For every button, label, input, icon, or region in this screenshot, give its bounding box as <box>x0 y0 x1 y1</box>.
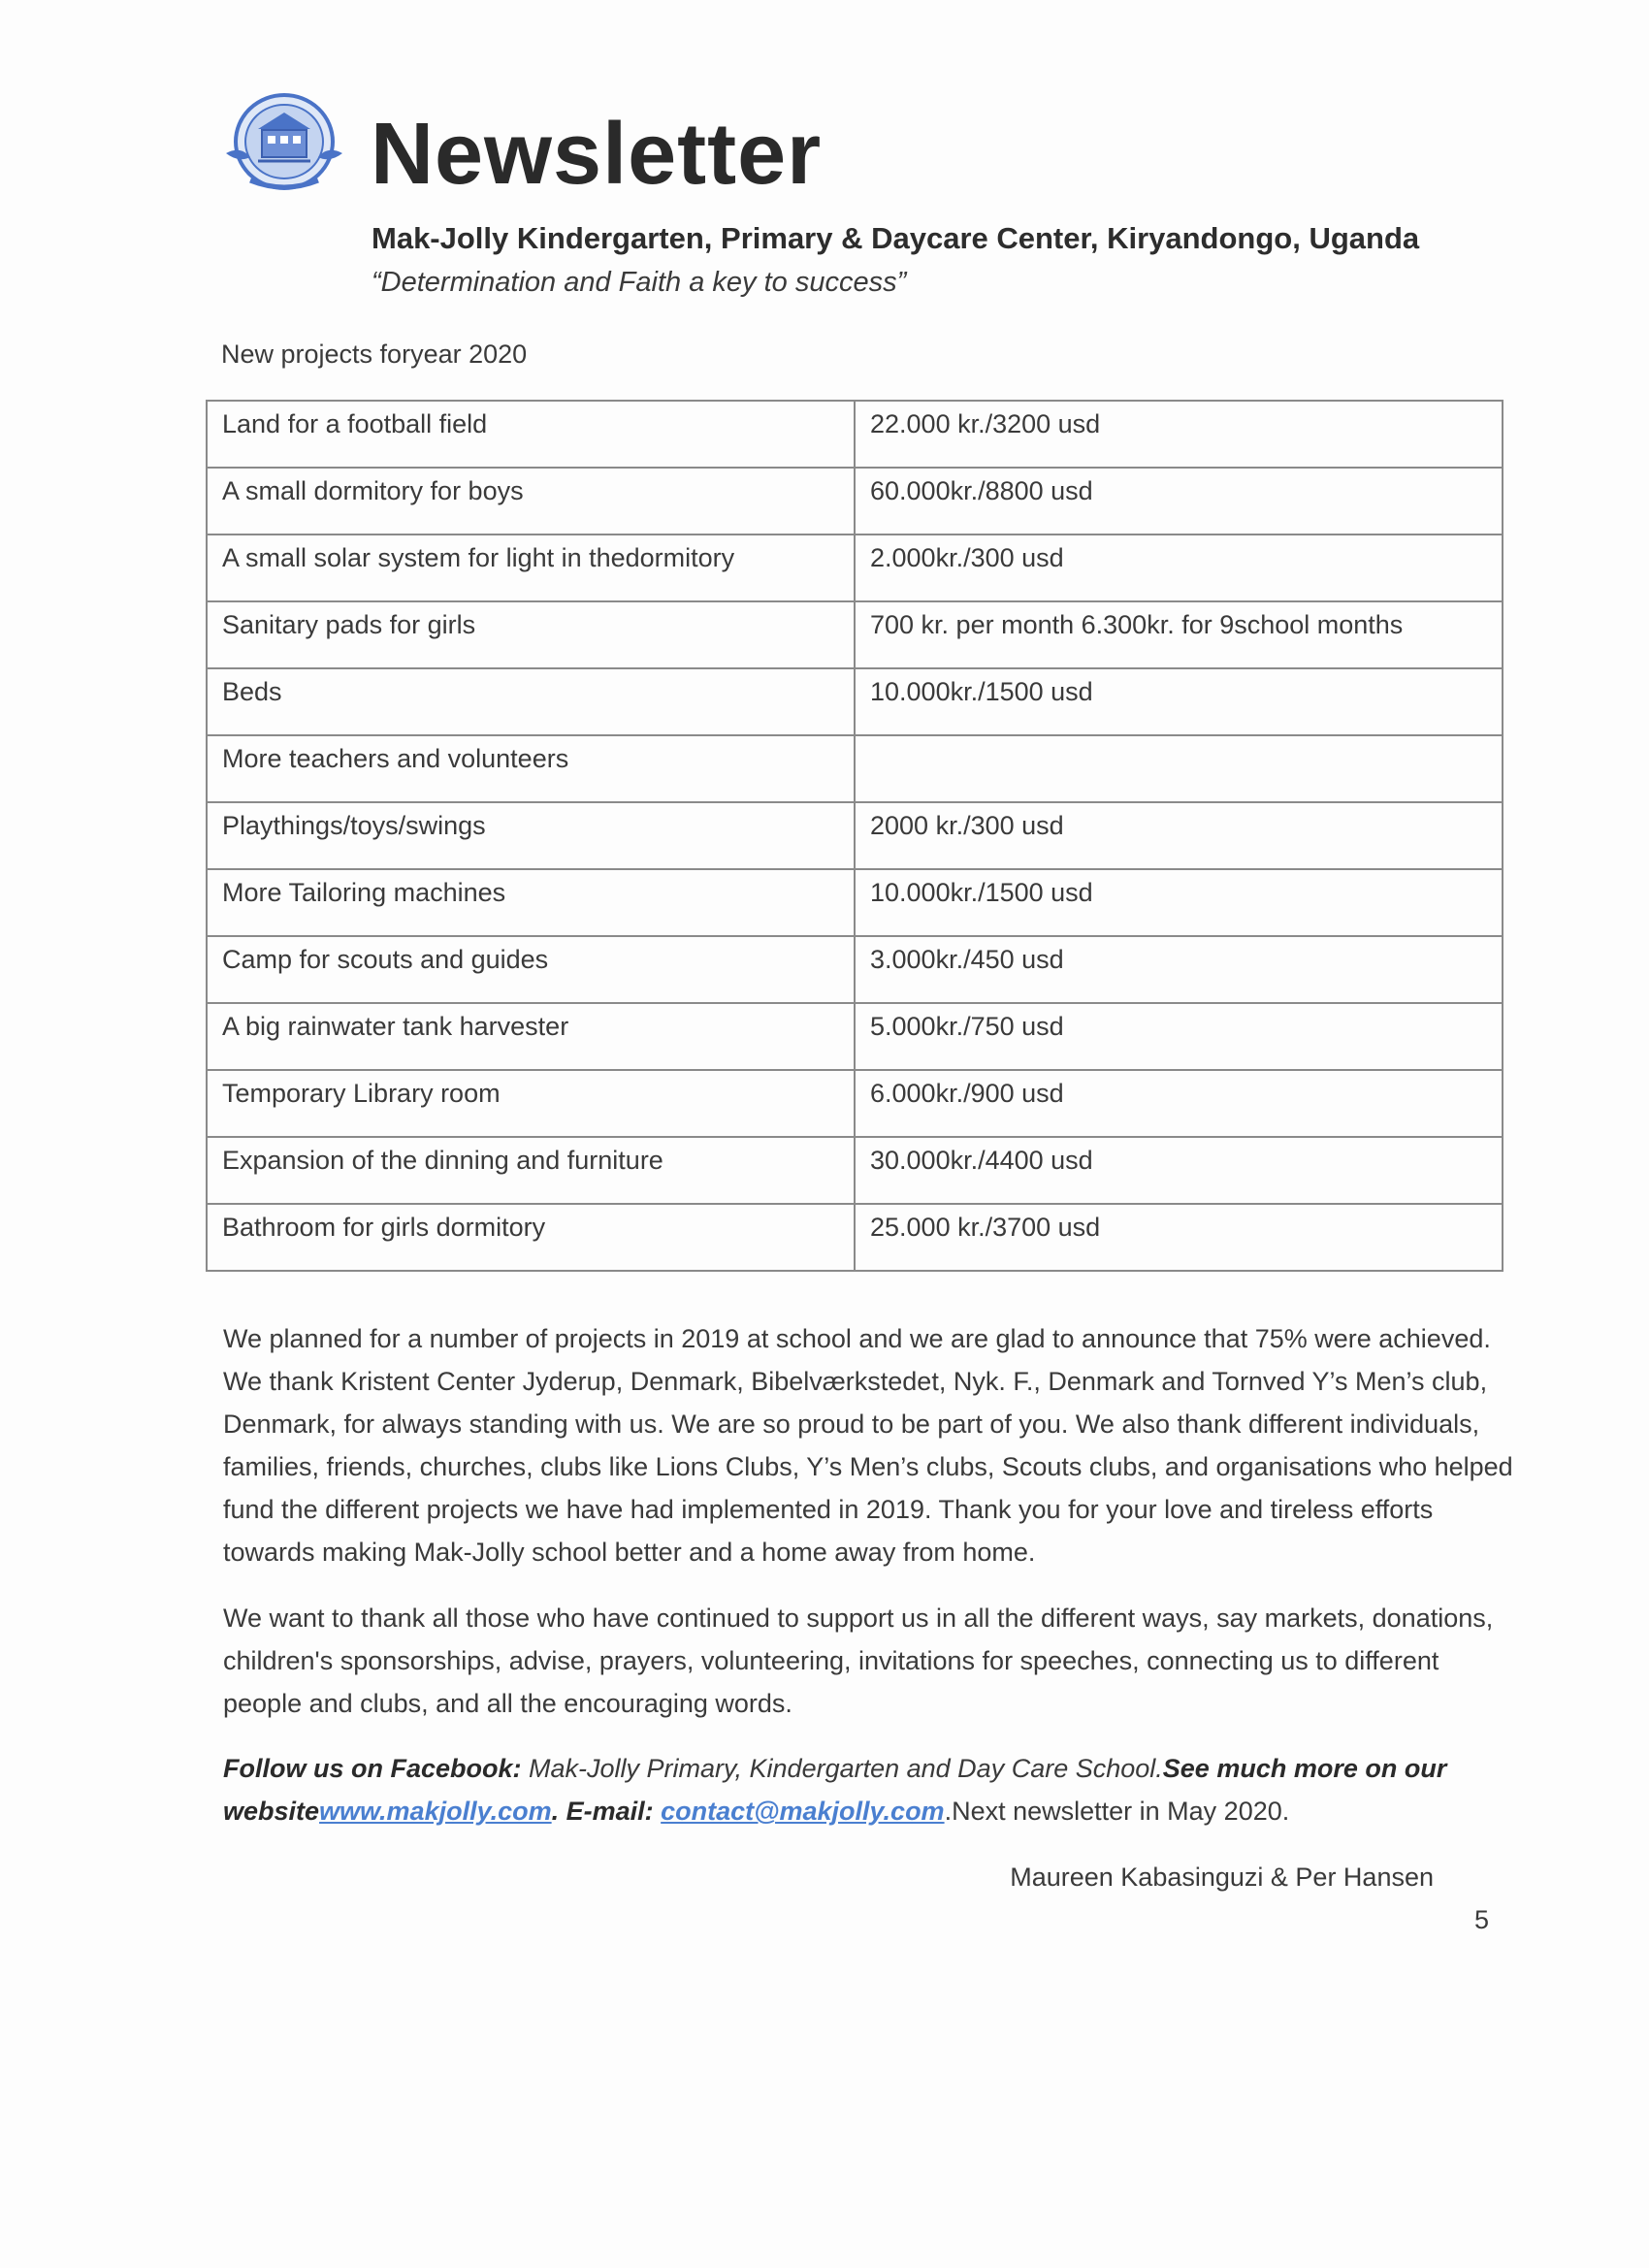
table-row <box>207 1003 1503 1070</box>
table-row <box>207 535 1503 601</box>
table-row <box>207 869 1503 936</box>
school-seal-icon <box>221 85 347 202</box>
table-row <box>207 668 1503 735</box>
projects-heading: New projects foryear 2020 <box>221 340 528 369</box>
next-newsletter-note: .Next newsletter in May 2020. <box>944 1797 1290 1826</box>
project-cost: 10.000kr./1500 usd <box>855 869 1503 936</box>
facebook-page-name: Mak-Jolly Primary, Kindergarten and Day Care School. <box>521 1754 1163 1783</box>
project-cost: 5.000kr./750 usd <box>855 1003 1503 1070</box>
project-item: Playthings/toys/swings <box>207 802 855 869</box>
email-label: . E-mail: <box>551 1797 662 1826</box>
table-row <box>207 735 1503 802</box>
project-item: Land for a football field <box>207 401 855 468</box>
table-row <box>207 936 1503 1003</box>
project-item: More Tailoring machines <box>207 869 855 936</box>
website-label: See much more on our website <box>223 1754 1447 1826</box>
thanks-paragraph: We planned for a number of projects in 2019 at school and we are glad to announce that 75% were achieved. We thank Kristent Center Jyderup, Denmark, Bibelværkstedet, Nyk. F., Denmark and Tornved Y’s Men’s club, Denmark, for always standing with us. We are so proud to be part of you. We also thank different individuals, families, friends, churches, clubs like Lions Clubs, Y’s Men’s clubs, Scouts clubs, and organisations who helped fund the different projects we have had implemented in 2019. Thank you for your love and tireless efforts towards making Mak-Jolly school better and a home away from home. <box>223 1324 1513 1567</box>
facebook-label: Follow us on Facebook: <box>223 1754 522 1783</box>
contact-paragraph <box>223 1747 1513 1832</box>
project-item: Bathroom for girls dormitory <box>207 1204 855 1271</box>
table-row <box>207 401 1503 468</box>
project-cost: 2.000kr./300 usd <box>855 535 1503 601</box>
table-row <box>207 802 1503 869</box>
project-cost: 10.000kr./1500 usd <box>855 668 1503 735</box>
signature: Maureen Kabasinguzi & Per Hansen <box>1010 1863 1434 1892</box>
project-item: Expansion of the dinning and furniture <box>207 1137 855 1204</box>
school-name: Mak-Jolly Kindergarten, Primary & Daycare Center, Kiryandongo, Uganda <box>372 221 1420 255</box>
email-link[interactable]: contact@makjolly.com <box>661 1797 945 1826</box>
project-cost: 22.000 kr./3200 usd <box>855 401 1503 468</box>
support-paragraph: We want to thank all those who have continued to support us in all the different ways, say markets, donations, children's sponsorships, advise, prayers, volunteering, invitations for speeches, connecting us to different people and clubs, and all the encouraging words. <box>223 1604 1494 1718</box>
project-cost: 3.000kr./450 usd <box>855 936 1503 1003</box>
project-cost: 2000 kr./300 usd <box>855 802 1503 869</box>
project-cost: 30.000kr./4400 usd <box>855 1137 1503 1204</box>
page-number: 5 <box>1474 1905 1490 1934</box>
table-row <box>207 1070 1503 1137</box>
project-cost: 25.000 kr./3700 usd <box>855 1204 1503 1271</box>
project-cost: 6.000kr./900 usd <box>855 1070 1503 1137</box>
project-cost: 60.000kr./8800 usd <box>855 468 1503 535</box>
project-item: Sanitary pads for girls <box>207 601 855 668</box>
project-cost <box>855 735 1503 802</box>
projects-table <box>206 400 1504 1272</box>
website-link[interactable]: www.makjolly.com <box>319 1797 552 1826</box>
project-item: A small solar system for light in thedormitory <box>207 535 855 601</box>
project-cost: 700 kr. per month 6.300kr. for 9school months <box>855 601 1503 668</box>
project-item: Beds <box>207 668 855 735</box>
table-row <box>207 1137 1503 1204</box>
table-row <box>207 1204 1503 1271</box>
project-item: Temporary Library room <box>207 1070 855 1137</box>
project-item: Camp for scouts and guides <box>207 936 855 1003</box>
table-row <box>207 468 1503 535</box>
project-item: A small dormitory for boys <box>207 468 855 535</box>
page-title: Newsletter <box>371 106 823 203</box>
project-item: A big rainwater tank harvester <box>207 1003 855 1070</box>
school-motto: “Determination and Faith a key to success” <box>372 267 907 298</box>
table-row <box>207 601 1503 668</box>
project-item: More teachers and volunteers <box>207 735 855 802</box>
